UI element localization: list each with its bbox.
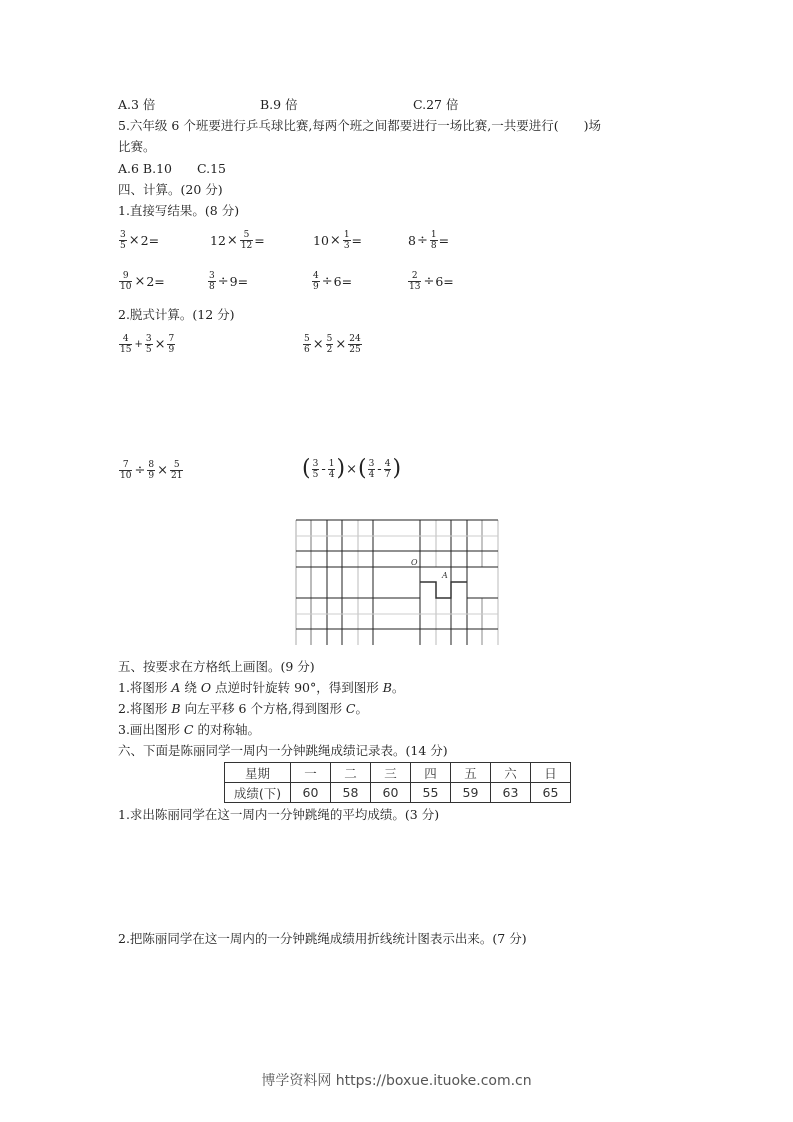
figure-a-label: A bbox=[442, 571, 448, 580]
table-cell: 58 bbox=[331, 783, 371, 803]
fraction: $\frac{1}{8}$ bbox=[430, 230, 437, 251]
fraction: $\frac{4}{9}$ bbox=[313, 271, 319, 292]
section-6-q1: 1.求出陈丽同学在这一周内一分钟跳绳的平均成绩。(3 分) bbox=[118, 807, 440, 822]
expression-3: $\frac{7}{10}$ ÷ $\frac{8}{9}$ × $\frac{5}{21}$ bbox=[120, 460, 183, 481]
section-4-title: 四、计算。(20 分) bbox=[118, 182, 223, 197]
point-o-label: O bbox=[411, 558, 418, 567]
fraction: $\frac{1}{3}$ bbox=[343, 230, 350, 251]
expression: 8 ÷ $\frac{1}{8}$ = bbox=[408, 230, 450, 251]
footer-watermark: 博学资料网 https://boxue.ituoke.com.cn bbox=[261, 1073, 532, 1089]
table-cell: 59 bbox=[451, 783, 491, 803]
table-cell: 55 bbox=[411, 783, 451, 803]
option-a: A.3 倍 bbox=[118, 97, 156, 112]
section-6-q2: 2.把陈丽同学在这一周内的一分钟跳绳成绩用折线统计图表示出来。(7 分) bbox=[118, 931, 527, 946]
table-cell: 63 bbox=[491, 783, 531, 803]
table-cell: 60 bbox=[291, 783, 331, 803]
question-5-text: 5.六年级 6 个班要进行乒乓球比赛,每两个班之间都要进行一场比赛,一共要进行( )场 bbox=[118, 118, 602, 133]
expression: $\frac{3}{5}$ × 2= bbox=[120, 230, 160, 251]
table-row bbox=[225, 783, 571, 803]
table-header-row bbox=[225, 763, 571, 783]
question-5-text-cont: 比赛。 bbox=[118, 139, 156, 154]
section-5-q3: 3.画出图形 C 的对称轴。 bbox=[118, 722, 260, 737]
expression: 10 × $\frac{1}{3}$ = bbox=[313, 230, 363, 251]
fraction: $\frac{2}{13}$ bbox=[409, 271, 421, 292]
question-5-options: A.6 B.10 C.15 bbox=[118, 161, 226, 176]
figure-a bbox=[420, 582, 467, 598]
option-c: C.27 倍 bbox=[413, 97, 459, 112]
table-header-cell: 二 bbox=[331, 763, 371, 783]
expression: $\frac{2}{13}$ ÷ 6= bbox=[409, 271, 454, 292]
jump-rope-record-table bbox=[224, 762, 571, 803]
table-header-cell: 星期 bbox=[225, 763, 291, 783]
expression: 12 × $\frac{5}{12}$ = bbox=[210, 230, 265, 251]
table-header-cell: 日 bbox=[531, 763, 571, 783]
fraction: $\frac{3}{5}$ bbox=[120, 230, 126, 251]
part-2-title: 2.脱式计算。(12 分) bbox=[118, 307, 235, 322]
expression-4: ( $\frac{3}{5}$ - $\frac{1}{4}$ ) × ( $\frac{3}{4}$ - $\frac{4}{7}$ ) bbox=[302, 456, 402, 481]
section-5-title: 五、按要求在方格纸上画图。(9 分) bbox=[118, 659, 315, 674]
table-header-cell: 六 bbox=[491, 763, 531, 783]
section-5-q2: 2.将图形 B 向左平移 6 个方格,得到图形 C。 bbox=[118, 701, 369, 716]
table-cell: 成绩(下) bbox=[225, 783, 291, 803]
section-5-q1: 1.将图形 A 绕 O 点逆时针旋转 90°，得到图形 B。 bbox=[118, 680, 405, 695]
table-header-cell: 三 bbox=[371, 763, 411, 783]
section-6-title: 六、下面是陈丽同学一周内一分钟跳绳成绩记录表。(14 分) bbox=[118, 743, 448, 758]
table-header-cell: 一 bbox=[291, 763, 331, 783]
expression: $\frac{9}{10}$ × 2= bbox=[120, 271, 165, 292]
fraction: $\frac{3}{8}$ bbox=[209, 271, 215, 292]
table-cell: 60 bbox=[371, 783, 411, 803]
part-1-title: 1.直接写结果。(8 分) bbox=[118, 203, 240, 218]
option-b: B.9 倍 bbox=[260, 97, 298, 112]
table-cell: 65 bbox=[531, 783, 571, 803]
expression-2: $\frac{5}{6}$ × $\frac{5}{2}$ × $\frac{24}{25}$ bbox=[304, 334, 361, 355]
fraction: $\frac{9}{10}$ bbox=[120, 271, 132, 292]
expression-1: $\frac{4}{15}$ + $\frac{3}{5}$ × $\frac{7}{9}$ bbox=[120, 334, 175, 355]
fraction: $\frac{5}{12}$ bbox=[240, 230, 253, 251]
table-header-cell: 四 bbox=[411, 763, 451, 783]
expression: $\frac{3}{8}$ ÷ 9= bbox=[209, 271, 249, 292]
expression: $\frac{4}{9}$ ÷ 6= bbox=[313, 271, 353, 292]
table-header-cell: 五 bbox=[451, 763, 491, 783]
